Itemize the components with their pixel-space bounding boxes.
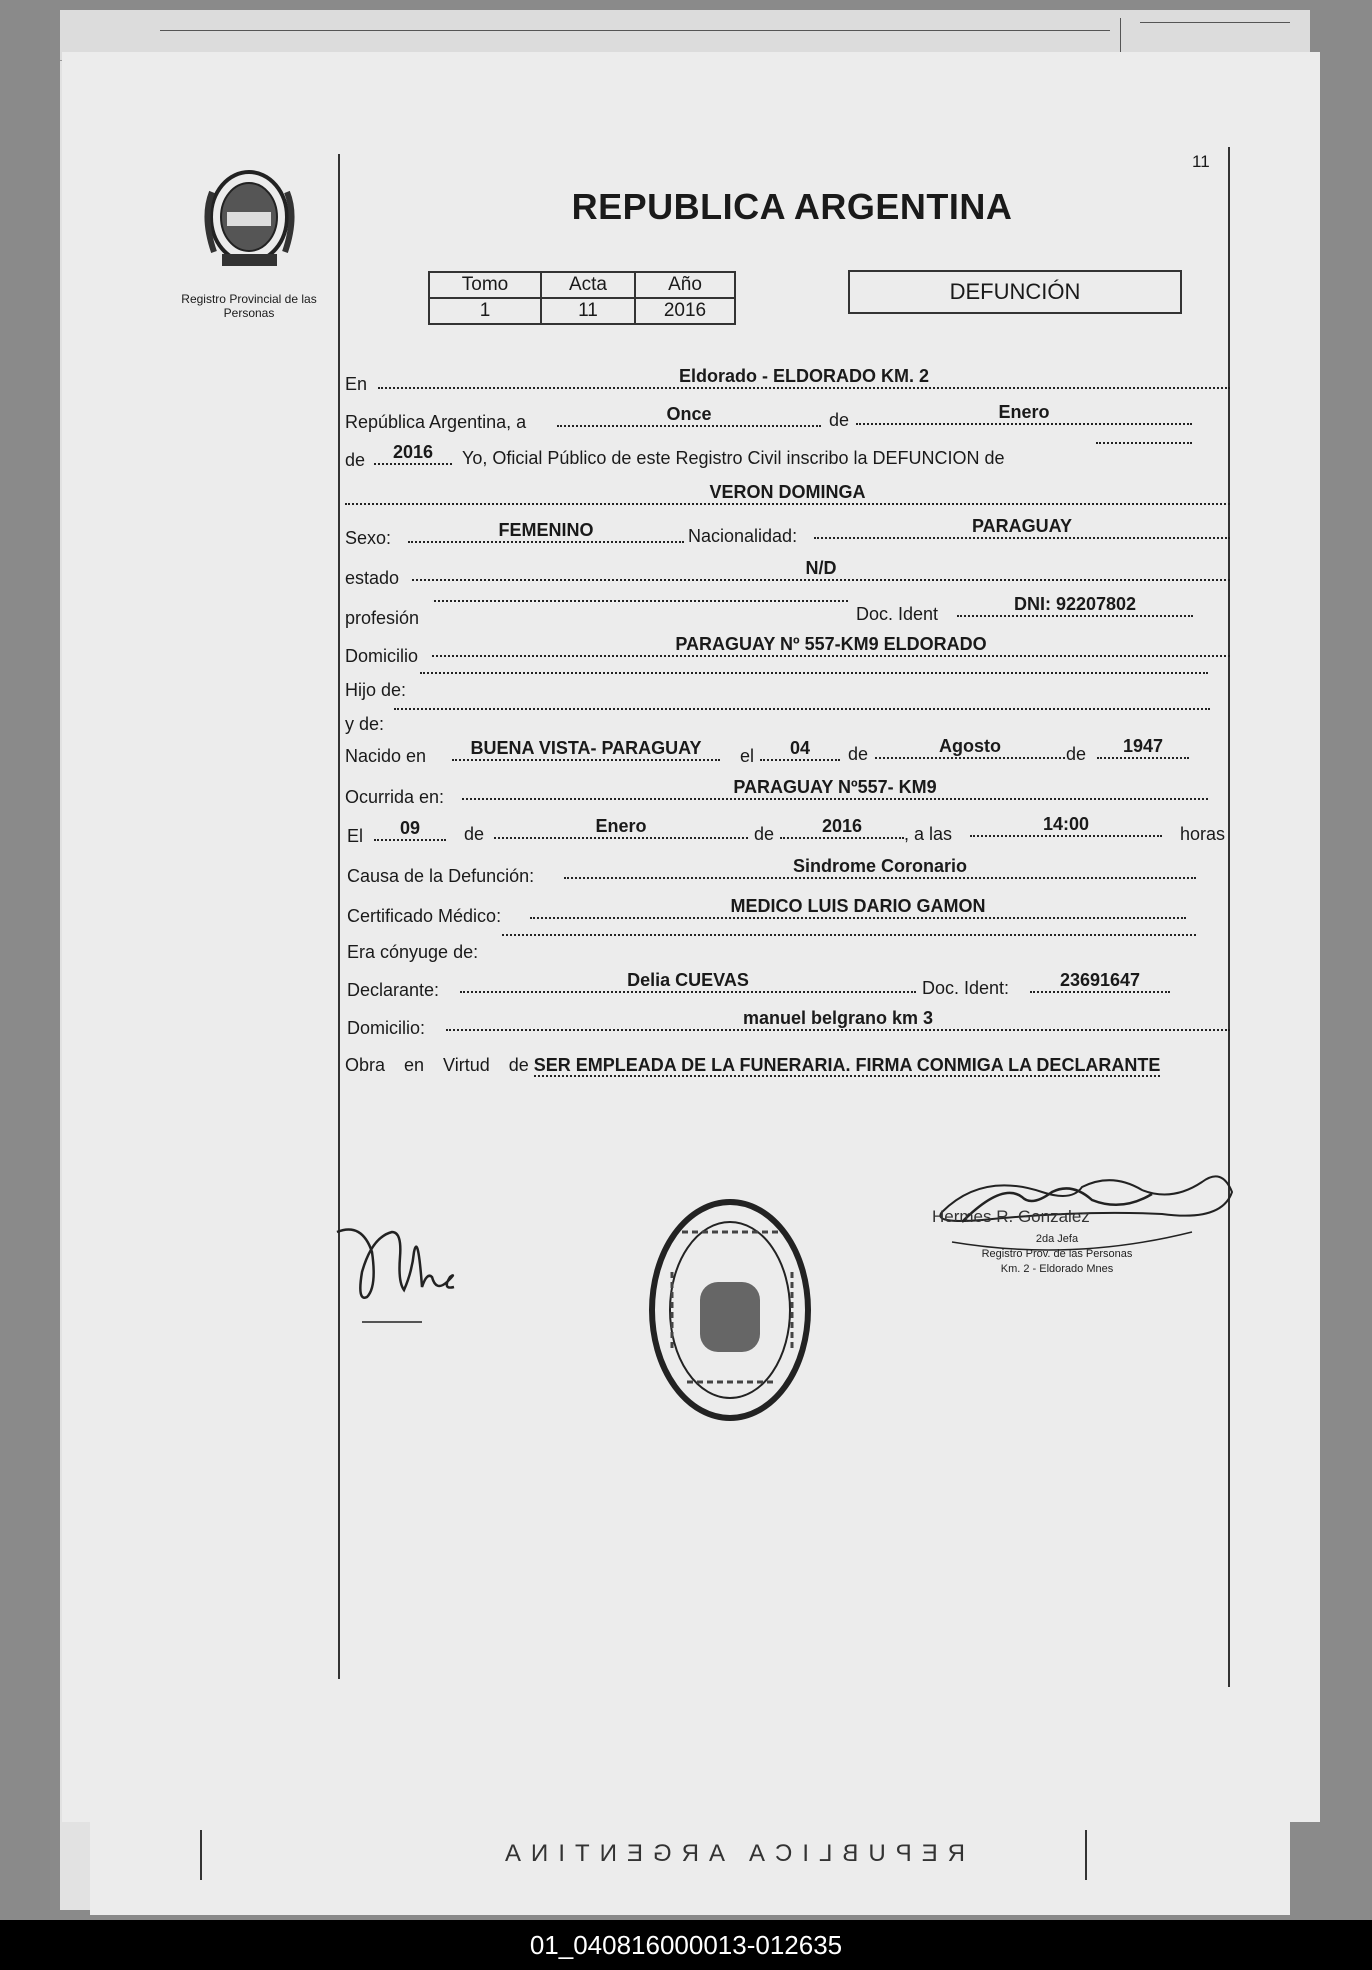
de-label-1: de bbox=[829, 410, 850, 430]
certificado-field: MEDICO LUIS DARIO GAMON bbox=[530, 896, 1186, 919]
nacido-label: Nacido en bbox=[345, 746, 427, 766]
conyuge-label: Era cónyuge de: bbox=[347, 942, 479, 962]
year-field: 2016 bbox=[374, 442, 452, 465]
tomo-header: Tomo bbox=[429, 272, 541, 298]
officer-text: Yo, Oficial Público de este Registro Civil inscribo la DEFUNCION de bbox=[462, 448, 1005, 468]
profesion-field bbox=[434, 600, 848, 602]
officer-role: 2da Jefa bbox=[1035, 1233, 1079, 1245]
alas-label: , a las bbox=[904, 824, 953, 844]
tomo-value: 1 bbox=[429, 298, 541, 324]
el-label: el bbox=[740, 746, 755, 766]
el-label-2: El bbox=[347, 826, 364, 846]
hijo-field bbox=[420, 672, 1208, 674]
back-page-edge bbox=[90, 1820, 1290, 1915]
place-field: Eldorado - ELDORADO KM. 2 bbox=[378, 366, 1230, 389]
doc-ident-field: DNI: 92207802 bbox=[957, 594, 1193, 617]
estado-field: N/D bbox=[412, 558, 1230, 581]
domicilio-label: Domicilio bbox=[345, 646, 419, 666]
doc-ident-field-2: 23691647 bbox=[1030, 970, 1170, 993]
domicilio-field: PARAGUAY Nº 557-KM9 ELDORADO bbox=[432, 634, 1230, 657]
deceased-name-field: VERON DOMINGA bbox=[345, 482, 1230, 505]
acta-value: 11 bbox=[541, 298, 635, 324]
conyuge-field bbox=[502, 934, 1196, 936]
en-label: En bbox=[345, 374, 368, 394]
registry-name: Registro Provincial de las Personas bbox=[181, 292, 317, 320]
official-stamp-icon bbox=[642, 1192, 822, 1432]
declarante-field: Delia CUEVAS bbox=[460, 970, 916, 993]
officer-office: Registro Prov. de las Personas bbox=[981, 1248, 1133, 1260]
death-month-field: Enero bbox=[494, 816, 748, 839]
yde-field bbox=[394, 708, 1210, 710]
page-number: 11 bbox=[1192, 152, 1210, 171]
declarant-signature-icon bbox=[332, 1212, 532, 1332]
birth-month-field: Agosto bbox=[875, 736, 1065, 759]
sexo-field: FEMENINO bbox=[408, 520, 684, 543]
left-margin-line bbox=[338, 154, 340, 1679]
nacido-en-field: BUENA VISTA- PARAGUAY bbox=[452, 738, 720, 761]
ano-value: 2016 bbox=[635, 298, 735, 324]
officer-blank bbox=[1096, 442, 1192, 444]
document-title: REPUBLICA ARGENTINA bbox=[571, 186, 1013, 227]
death-certificate-page bbox=[62, 52, 1320, 1822]
hijo-label: Hijo de: bbox=[345, 680, 407, 700]
de-label-3: de bbox=[848, 744, 869, 764]
sexo-label: Sexo: bbox=[345, 528, 392, 548]
declarante-label: Declarante: bbox=[347, 980, 440, 1000]
death-year-field: 2016 bbox=[780, 816, 904, 839]
nacionalidad-label: Nacionalidad: bbox=[688, 526, 798, 546]
profesion-label: profesión bbox=[345, 608, 420, 628]
province-seal-icon bbox=[202, 162, 297, 272]
death-day-field: 09 bbox=[374, 818, 446, 841]
estado-label: estado bbox=[345, 568, 400, 588]
de-label-5: de bbox=[464, 824, 485, 844]
officer-details bbox=[932, 1232, 1182, 1277]
birth-day-field: 04 bbox=[760, 738, 840, 761]
death-time-field: 14:00 bbox=[970, 814, 1162, 837]
birth-year-field: 1947 bbox=[1097, 736, 1189, 759]
yde-label: y de: bbox=[345, 714, 385, 734]
doc-ident-label: Doc. Ident bbox=[856, 604, 939, 624]
officer-location: Km. 2 - Eldorado Mnes bbox=[1000, 1263, 1114, 1275]
ano-header: Año bbox=[635, 272, 735, 298]
de-label-6: de bbox=[754, 824, 775, 844]
footer-code: 01_040816000013-012635 bbox=[0, 1920, 1372, 1970]
officer-name: Hermes R. Gonzalez bbox=[932, 1207, 1090, 1226]
obra-en-virtud bbox=[345, 1052, 1230, 1079]
acta-header: Acta bbox=[541, 272, 635, 298]
obra-label: Obra en Virtud de bbox=[345, 1055, 529, 1075]
ocurrida-field: PARAGUAY Nº557- KM9 bbox=[462, 777, 1208, 800]
causa-field: Sindrome Coronario bbox=[564, 856, 1196, 879]
republica-label: República Argentina, a bbox=[345, 412, 527, 432]
day-text-field: Once bbox=[557, 404, 821, 427]
horas-label: horas bbox=[1180, 824, 1226, 844]
mirrored-back-text: REPUBLICA ARGENTINA bbox=[494, 1840, 966, 1867]
causa-label: Causa de la Defunción: bbox=[347, 866, 535, 886]
doc-ident-label-2: Doc. Ident: bbox=[922, 978, 1010, 998]
reference-table bbox=[428, 271, 736, 325]
record-type-box: DEFUNCIÓN bbox=[848, 270, 1182, 314]
domicilio-label-2: Domicilio: bbox=[347, 1018, 426, 1038]
ocurrida-label: Ocurrida en: bbox=[345, 787, 445, 807]
month-field: Enero bbox=[856, 402, 1192, 425]
certificado-label: Certificado Médico: bbox=[347, 906, 502, 926]
de-label-4: de bbox=[1066, 744, 1087, 764]
domicilio-field-2: manuel belgrano km 3 bbox=[446, 1008, 1230, 1031]
nacionalidad-field: PARAGUAY bbox=[814, 516, 1230, 539]
de-label-2: de bbox=[345, 450, 366, 470]
obra-field: SER EMPLEADA DE LA FUNERARIA. FIRMA CONMIGA LA DECLARANTE bbox=[533, 1055, 1161, 1075]
